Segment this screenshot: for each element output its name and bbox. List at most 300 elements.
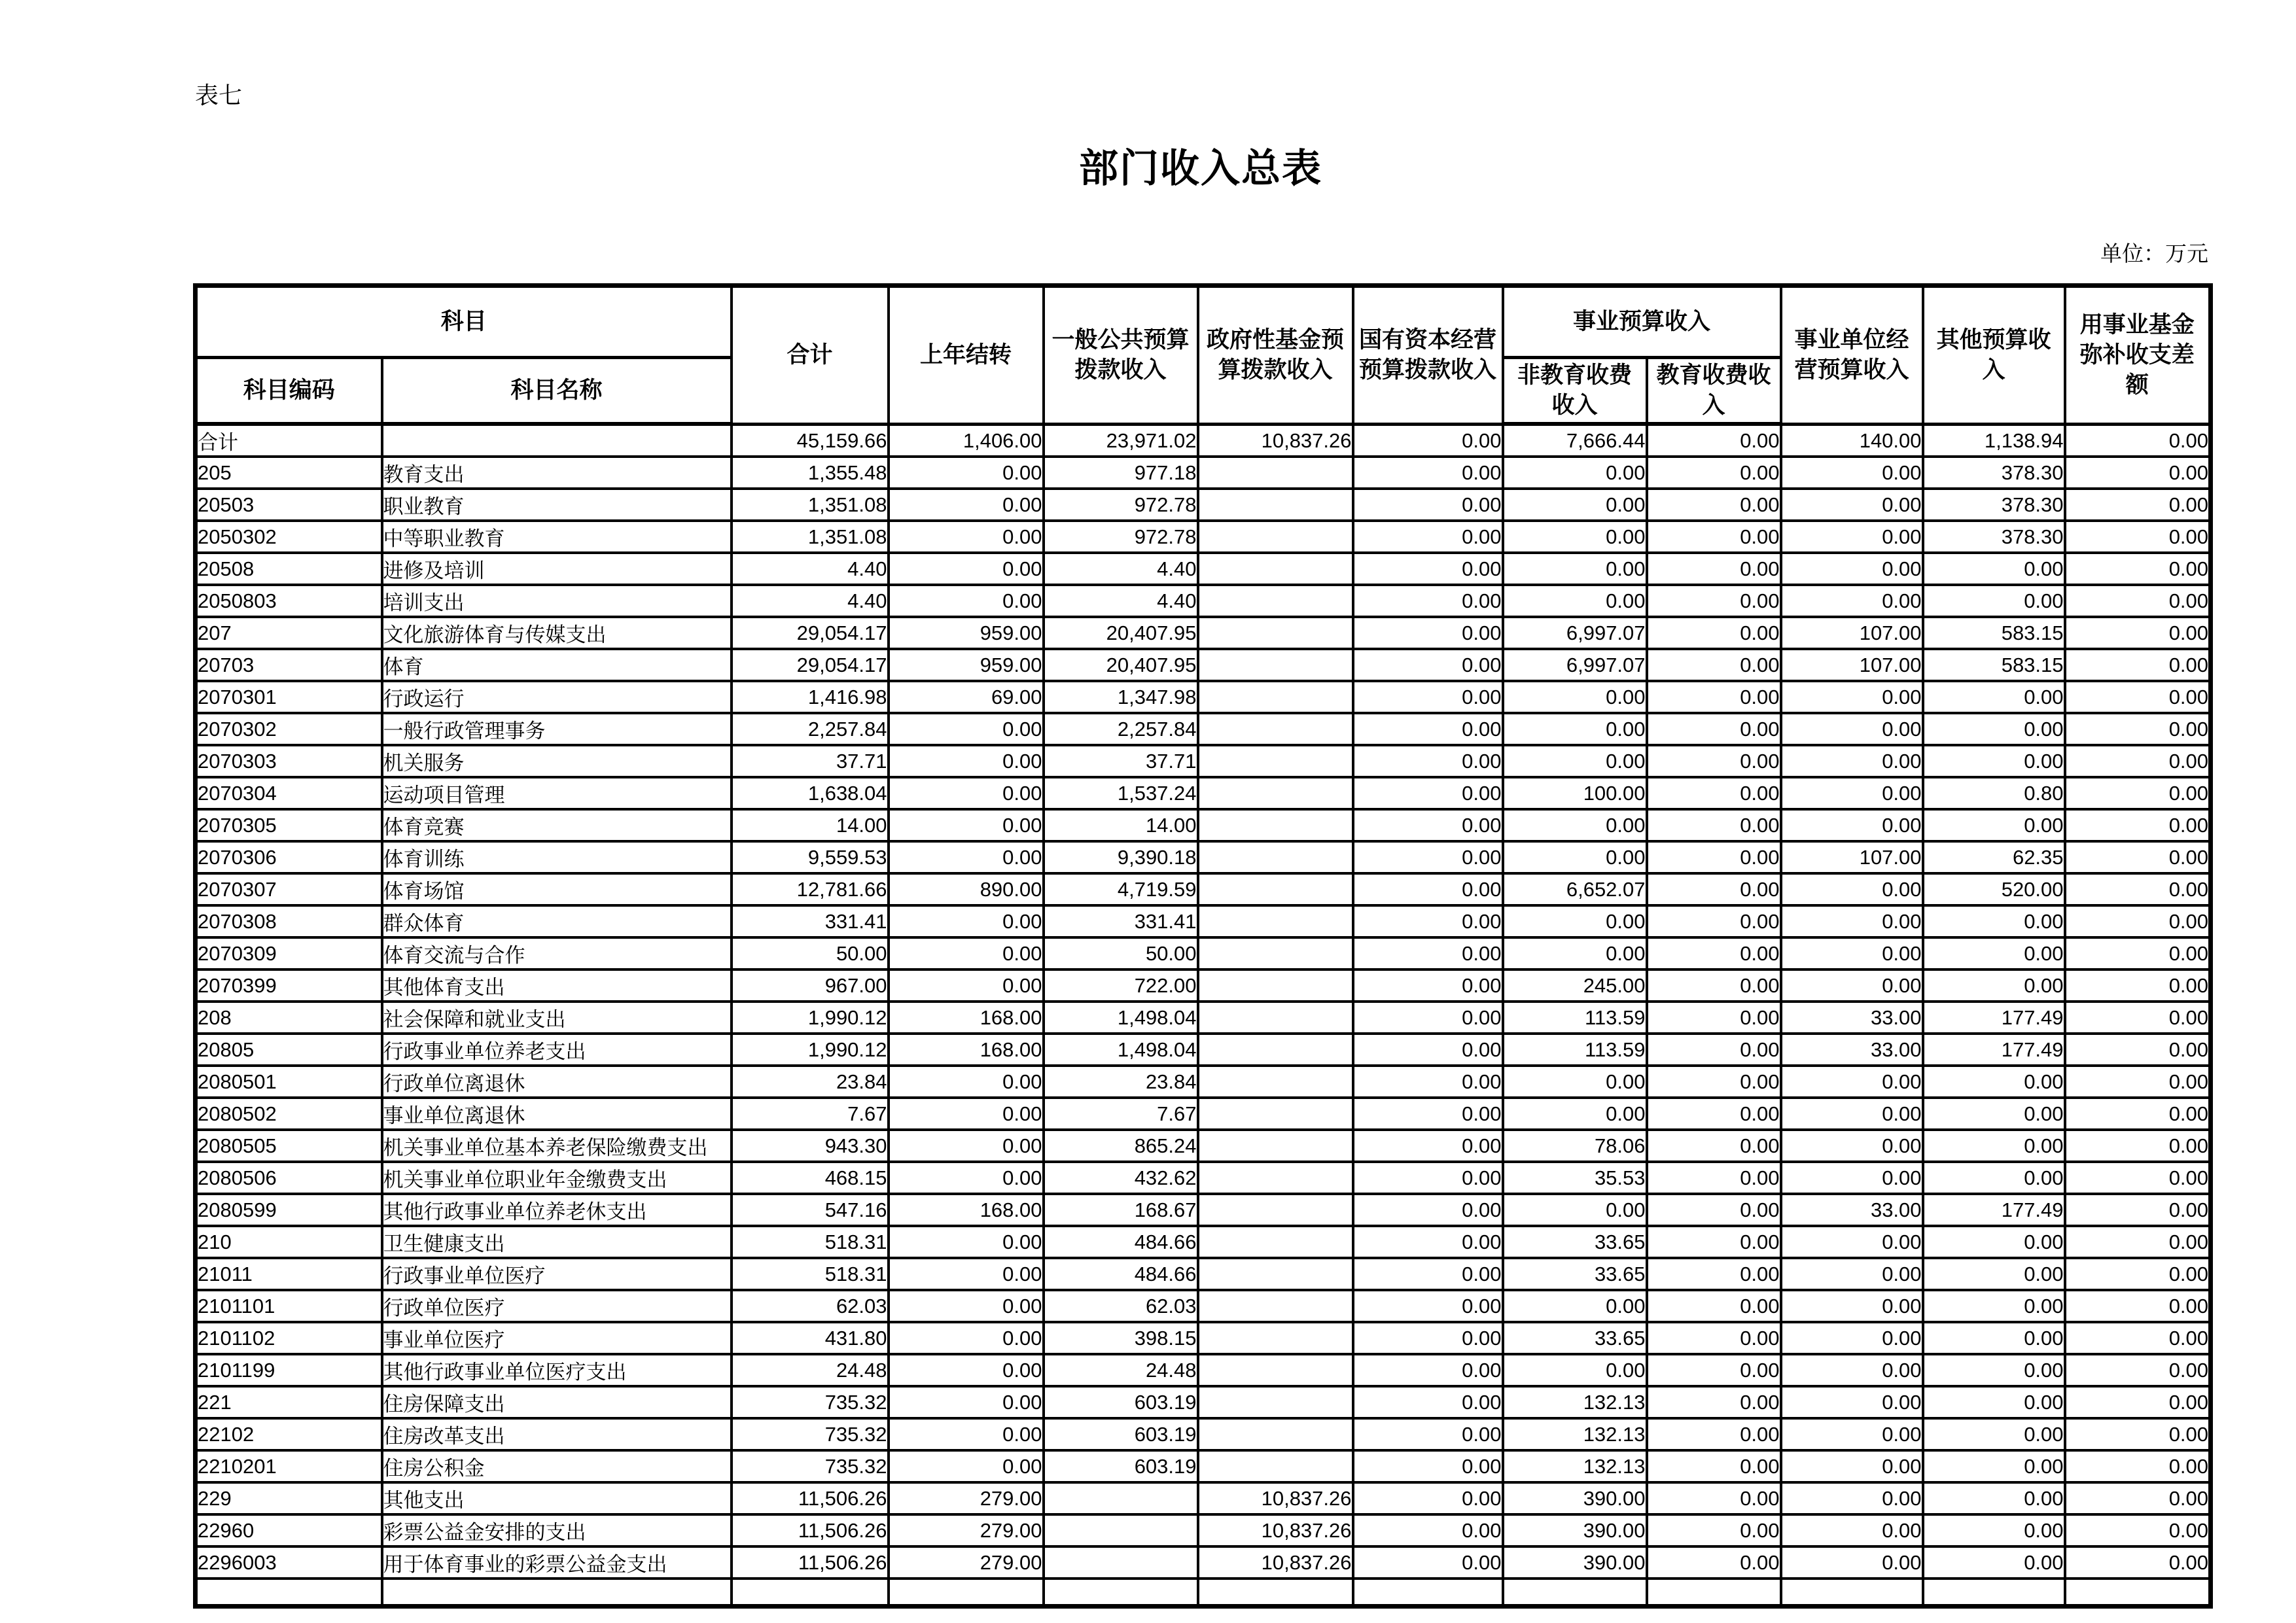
cell-value: 37.71 xyxy=(1044,745,1198,777)
cell-subject-name: 体育竞赛 xyxy=(382,809,732,841)
cell-value: 0.00 xyxy=(1647,937,1781,969)
cell-value: 7,666.44 xyxy=(1503,424,1647,457)
cell-value: 11,506.26 xyxy=(732,1514,889,1546)
table-row xyxy=(196,1514,2211,1546)
cell-value: 177.49 xyxy=(1923,1034,2065,1066)
cell-value: 33.00 xyxy=(1781,1002,1923,1034)
cell-subject-name: 其他行政事业单位养老休支出 xyxy=(382,1194,732,1226)
cell-value xyxy=(1198,1034,1353,1066)
cell-value: 0.00 xyxy=(1353,937,1503,969)
cell-value: 0.00 xyxy=(1647,1130,1781,1162)
cell-value: 0.00 xyxy=(1647,1386,1781,1418)
cell-value: 0.00 xyxy=(2065,809,2211,841)
cell-value: 62.35 xyxy=(1923,841,2065,873)
cell-value: 0.00 xyxy=(1353,1162,1503,1194)
cell-value: 62.03 xyxy=(732,1290,889,1322)
cell-value: 0.00 xyxy=(1923,713,2065,745)
cell-value: 0.00 xyxy=(1923,809,2065,841)
header-subject: 科目 xyxy=(196,286,732,358)
cell-value: 0.00 xyxy=(1353,1258,1503,1290)
cell-value: 0.00 xyxy=(1353,969,1503,1002)
cell-subject-code: 20703 xyxy=(196,649,382,681)
cell-value: 33.65 xyxy=(1503,1226,1647,1258)
cell-value: 0.00 xyxy=(1353,873,1503,905)
table-row xyxy=(196,873,2211,905)
cell-value: 0.00 xyxy=(2065,1354,2211,1386)
cell-subject-code: 210 xyxy=(196,1226,382,1258)
cell-subject-code: 2101102 xyxy=(196,1322,382,1354)
cell-value: 735.32 xyxy=(732,1386,889,1418)
cell-subject-name: 一般行政管理事务 xyxy=(382,713,732,745)
cell-value: 0.00 xyxy=(2065,841,2211,873)
cell-value xyxy=(1198,681,1353,713)
cell-value xyxy=(1198,521,1353,553)
cell-value: 0.00 xyxy=(1353,1386,1503,1418)
cell-value: 378.30 xyxy=(1923,521,2065,553)
cell-value xyxy=(1198,649,1353,681)
cell-value: 1,416.98 xyxy=(732,681,889,713)
table-row xyxy=(196,617,2211,649)
cell-value: 0.00 xyxy=(1923,1226,2065,1258)
table-row xyxy=(196,1450,2211,1482)
cell-value: 0.00 xyxy=(1353,489,1503,521)
cell-value: 33.65 xyxy=(1503,1322,1647,1354)
cell-value: 0.00 xyxy=(1923,585,2065,617)
cell-value: 132.13 xyxy=(1503,1450,1647,1482)
cell-value xyxy=(1198,1386,1353,1418)
cell-subject-code: 2070306 xyxy=(196,841,382,873)
cell-value: 0.00 xyxy=(1781,553,1923,585)
header-edu-fee: 教育收费收入 xyxy=(1647,358,1781,425)
cell-value: 0.00 xyxy=(1923,553,2065,585)
cell-subject-code: 2080599 xyxy=(196,1194,382,1226)
cell-value: 0.00 xyxy=(1647,809,1781,841)
cell-value: 603.19 xyxy=(1044,1450,1198,1482)
cell-value: 10,837.26 xyxy=(1198,424,1353,457)
cell-value: 0.00 xyxy=(2065,1066,2211,1098)
cell-subject-code: 2101101 xyxy=(196,1290,382,1322)
cell-value: 468.15 xyxy=(732,1162,889,1194)
cell-subject-code: 2070302 xyxy=(196,713,382,745)
cell-value: 518.31 xyxy=(732,1258,889,1290)
cell-value: 35.53 xyxy=(1503,1162,1647,1194)
table-row xyxy=(196,969,2211,1002)
cell-value xyxy=(1198,713,1353,745)
cell-value xyxy=(1198,1322,1353,1354)
cell-value: 0.00 xyxy=(1781,1066,1923,1098)
cell-value xyxy=(1353,1579,1503,1606)
table-row xyxy=(196,1226,2211,1258)
table-row xyxy=(196,1034,2211,1066)
cell-value: 140.00 xyxy=(1781,424,1923,457)
cell-value: 23.84 xyxy=(1044,1066,1198,1098)
cell-value: 603.19 xyxy=(1044,1386,1198,1418)
cell-value: 1,990.12 xyxy=(732,1002,889,1034)
cell-subject-name: 事业单位离退休 xyxy=(382,1098,732,1130)
cell-value: 0.00 xyxy=(1647,873,1781,905)
cell-value: 37.71 xyxy=(732,745,889,777)
cell-value: 0.00 xyxy=(1503,489,1647,521)
cell-value: 0.00 xyxy=(1353,1322,1503,1354)
cell-value: 0.00 xyxy=(889,1418,1044,1450)
cell-value: 1,406.00 xyxy=(889,424,1044,457)
cell-subject-name: 体育场馆 xyxy=(382,873,732,905)
cell-value: 0.00 xyxy=(2065,1098,2211,1130)
cell-value: 0.00 xyxy=(889,841,1044,873)
cell-value: 0.00 xyxy=(1647,553,1781,585)
table-number-tag: 表七 xyxy=(195,82,243,109)
cell-value: 0.00 xyxy=(889,1290,1044,1322)
cell-value: 484.66 xyxy=(1044,1258,1198,1290)
cell-value xyxy=(2065,1579,2211,1606)
cell-value: 23.84 xyxy=(732,1066,889,1098)
cell-subject-code: 2070399 xyxy=(196,969,382,1002)
cell-value xyxy=(1198,937,1353,969)
cell-value: 0.00 xyxy=(2065,1226,2211,1258)
cell-subject-code: 2050803 xyxy=(196,585,382,617)
cell-subject-code: 205 xyxy=(196,457,382,489)
table-row xyxy=(196,905,2211,937)
cell-subject-code: 2070307 xyxy=(196,873,382,905)
cell-value: 0.00 xyxy=(1781,521,1923,553)
cell-value: 0.00 xyxy=(1647,1066,1781,1098)
cell-subject-name: 住房公积金 xyxy=(382,1450,732,1482)
cell-value: 0.00 xyxy=(1781,489,1923,521)
cell-value: 0.00 xyxy=(1781,809,1923,841)
table-row xyxy=(196,1194,2211,1226)
cell-value: 0.00 xyxy=(889,745,1044,777)
cell-subject-name: 社会保障和就业支出 xyxy=(382,1002,732,1034)
cell-value: 4.40 xyxy=(732,585,889,617)
cell-value: 0.00 xyxy=(889,1450,1044,1482)
cell-value: 0.00 xyxy=(1503,553,1647,585)
cell-value: 967.00 xyxy=(732,969,889,1002)
cell-value: 0.00 xyxy=(2065,969,2211,1002)
cell-value: 0.00 xyxy=(1923,1258,2065,1290)
cell-value: 177.49 xyxy=(1923,1002,2065,1034)
cell-subject-code: 2070308 xyxy=(196,905,382,937)
cell-value: 6,997.07 xyxy=(1503,649,1647,681)
cell-value: 0.00 xyxy=(2065,424,2211,457)
cell-subject-name: 体育训练 xyxy=(382,841,732,873)
cell-value xyxy=(1198,1579,1353,1606)
cell-value: 959.00 xyxy=(889,617,1044,649)
cell-value: 0.00 xyxy=(1503,457,1647,489)
cell-value: 0.00 xyxy=(1503,681,1647,713)
cell-value: 0.00 xyxy=(889,1322,1044,1354)
cell-value: 0.00 xyxy=(1781,745,1923,777)
cell-value: 11,506.26 xyxy=(732,1482,889,1514)
cell-value: 0.00 xyxy=(1781,873,1923,905)
cell-value: 33.00 xyxy=(1781,1034,1923,1066)
cell-value: 0.00 xyxy=(2065,1514,2211,1546)
cell-value: 45,159.66 xyxy=(732,424,889,457)
cell-value: 0.00 xyxy=(1781,585,1923,617)
cell-value: 0.00 xyxy=(2065,1034,2211,1066)
cell-value: 0.00 xyxy=(1923,1418,2065,1450)
cell-value: 1,355.48 xyxy=(732,457,889,489)
cell-value: 100.00 xyxy=(1503,777,1647,809)
cell-value xyxy=(889,1579,1044,1606)
cell-value: 0.00 xyxy=(2065,1450,2211,1482)
cell-value: 132.13 xyxy=(1503,1418,1647,1450)
cell-value: 0.00 xyxy=(2065,1386,2211,1418)
cell-subject-name: 住房改革支出 xyxy=(382,1418,732,1450)
cell-subject-name: 中等职业教育 xyxy=(382,521,732,553)
cell-value: 0.00 xyxy=(2065,681,2211,713)
cell-value: 0.00 xyxy=(1353,1450,1503,1482)
table-row xyxy=(196,1322,2211,1354)
cell-value: 0.00 xyxy=(889,905,1044,937)
cell-value xyxy=(1198,1194,1353,1226)
cell-value: 4,719.59 xyxy=(1044,873,1198,905)
table-row xyxy=(196,1354,2211,1386)
cell-value: 0.00 xyxy=(1353,1034,1503,1066)
cell-value xyxy=(1198,489,1353,521)
header-subject-name: 科目名称 xyxy=(382,358,732,425)
cell-value: 0.00 xyxy=(1353,1226,1503,1258)
cell-subject-code: 208 xyxy=(196,1002,382,1034)
cell-value: 0.00 xyxy=(1353,1130,1503,1162)
cell-value: 7.67 xyxy=(732,1098,889,1130)
cell-value: 0.00 xyxy=(1781,1098,1923,1130)
table-row xyxy=(196,713,2211,745)
cell-value: 0.00 xyxy=(1647,1322,1781,1354)
cell-subject-code xyxy=(196,1579,382,1606)
table-row xyxy=(196,1098,2211,1130)
cell-value: 0.00 xyxy=(2065,777,2211,809)
cell-value: 10,837.26 xyxy=(1198,1514,1353,1546)
cell-value: 0.00 xyxy=(1647,905,1781,937)
table-row xyxy=(196,841,2211,873)
cell-value: 0.00 xyxy=(1503,1194,1647,1226)
cell-value xyxy=(732,1579,889,1606)
cell-value: 78.06 xyxy=(1503,1130,1647,1162)
cell-subject-code: 20503 xyxy=(196,489,382,521)
cell-value: 0.00 xyxy=(889,1130,1044,1162)
cell-value: 0.00 xyxy=(2065,1546,2211,1579)
cell-value: 0.00 xyxy=(889,521,1044,553)
cell-value: 0.00 xyxy=(1353,713,1503,745)
cell-value: 14.00 xyxy=(1044,809,1198,841)
header-business-budget-income: 事业预算收入 xyxy=(1503,286,1781,358)
cell-subject-code: 2050302 xyxy=(196,521,382,553)
cell-subject-code: 2070304 xyxy=(196,777,382,809)
cell-value: 0.00 xyxy=(1647,745,1781,777)
cell-value: 0.00 xyxy=(1353,777,1503,809)
cell-value xyxy=(1647,1579,1781,1606)
cell-value: 0.00 xyxy=(1353,1002,1503,1034)
cell-value: 6,652.07 xyxy=(1503,873,1647,905)
cell-value: 279.00 xyxy=(889,1546,1044,1579)
cell-value: 0.00 xyxy=(889,969,1044,1002)
cell-value: 0.00 xyxy=(1647,1194,1781,1226)
table-row xyxy=(196,777,2211,809)
cell-value xyxy=(1503,1579,1647,1606)
cell-value: 0.00 xyxy=(1647,489,1781,521)
cell-value: 0.00 xyxy=(1353,617,1503,649)
cell-value: 50.00 xyxy=(1044,937,1198,969)
cell-value: 0.00 xyxy=(1353,1290,1503,1322)
cell-value: 0.00 xyxy=(1647,1002,1781,1034)
cell-value xyxy=(1198,1290,1353,1322)
cell-value xyxy=(1198,617,1353,649)
cell-value: 0.00 xyxy=(1647,713,1781,745)
cell-value: 24.48 xyxy=(732,1354,889,1386)
cell-value: 0.00 xyxy=(1647,1418,1781,1450)
cell-value: 1,498.04 xyxy=(1044,1034,1198,1066)
cell-value: 0.00 xyxy=(2065,1322,2211,1354)
cell-subject-code: 2210201 xyxy=(196,1450,382,1482)
cell-value: 890.00 xyxy=(889,873,1044,905)
cell-value: 0.00 xyxy=(2065,905,2211,937)
cell-value: 0.00 xyxy=(2065,1002,2211,1034)
cell-subject-code: 合计 xyxy=(196,424,382,457)
table-row xyxy=(196,1130,2211,1162)
cell-value: 0.00 xyxy=(889,777,1044,809)
cell-value xyxy=(1198,457,1353,489)
cell-value: 484.66 xyxy=(1044,1226,1198,1258)
cell-value: 33.65 xyxy=(1503,1258,1647,1290)
table-row xyxy=(196,521,2211,553)
cell-subject-name: 用于体育事业的彩票公益金支出 xyxy=(382,1546,732,1579)
cell-value: 0.00 xyxy=(1923,745,2065,777)
cell-value: 33.00 xyxy=(1781,1194,1923,1226)
cell-value: 168.00 xyxy=(889,1194,1044,1226)
cell-subject-code: 2101199 xyxy=(196,1354,382,1386)
cell-value: 0.00 xyxy=(889,457,1044,489)
cell-value xyxy=(1044,1579,1198,1606)
cell-subject-name: 进修及培训 xyxy=(382,553,732,585)
cell-value: 583.15 xyxy=(1923,649,2065,681)
cell-value: 378.30 xyxy=(1923,489,2065,521)
cell-value xyxy=(1198,1130,1353,1162)
cell-subject-name: 其他支出 xyxy=(382,1482,732,1514)
cell-value: 0.00 xyxy=(2065,1290,2211,1322)
cell-subject-name: 其他体育支出 xyxy=(382,969,732,1002)
cell-value: 2,257.84 xyxy=(732,713,889,745)
cell-value: 0.00 xyxy=(1923,1130,2065,1162)
cell-value: 0.00 xyxy=(1353,1482,1503,1514)
cell-subject-code: 2080505 xyxy=(196,1130,382,1162)
cell-value: 0.00 xyxy=(2065,585,2211,617)
cell-value: 24.48 xyxy=(1044,1354,1198,1386)
cell-value: 0.00 xyxy=(889,809,1044,841)
header-gov-fund-budget: 政府性基金预算拨款收入 xyxy=(1198,286,1353,425)
cell-value: 0.00 xyxy=(1923,681,2065,713)
cell-value: 0.00 xyxy=(1923,1386,2065,1418)
cell-value: 0.00 xyxy=(1503,1290,1647,1322)
cell-value: 107.00 xyxy=(1781,649,1923,681)
unit-note: 单位：万元 xyxy=(2100,243,2208,266)
cell-value: 977.18 xyxy=(1044,457,1198,489)
cell-value xyxy=(1198,905,1353,937)
cell-value: 0.00 xyxy=(2065,745,2211,777)
cell-value: 0.00 xyxy=(1647,1162,1781,1194)
cell-value: 10,837.26 xyxy=(1198,1546,1353,1579)
cell-value xyxy=(1044,1514,1198,1546)
cell-value xyxy=(1198,553,1353,585)
income-table-body xyxy=(196,424,2211,1606)
cell-subject-name: 事业单位医疗 xyxy=(382,1322,732,1354)
cell-value: 0.00 xyxy=(1781,777,1923,809)
cell-subject-code: 20508 xyxy=(196,553,382,585)
cell-value: 0.00 xyxy=(1781,1418,1923,1450)
cell-value xyxy=(1198,841,1353,873)
cell-value: 0.00 xyxy=(1647,585,1781,617)
cell-value: 0.00 xyxy=(1781,1354,1923,1386)
cell-subject-name: 机关服务 xyxy=(382,745,732,777)
cell-value: 1,347.98 xyxy=(1044,681,1198,713)
cell-value: 0.00 xyxy=(889,1226,1044,1258)
cell-value: 0.00 xyxy=(1781,905,1923,937)
cell-value: 0.00 xyxy=(889,553,1044,585)
cell-subject-code: 21011 xyxy=(196,1258,382,1290)
cell-value: 12,781.66 xyxy=(732,873,889,905)
cell-value: 0.00 xyxy=(2065,649,2211,681)
cell-value: 0.00 xyxy=(1647,1258,1781,1290)
cell-value: 9,390.18 xyxy=(1044,841,1198,873)
cell-value: 0.00 xyxy=(1923,1162,2065,1194)
cell-value: 0.00 xyxy=(1353,585,1503,617)
cell-value: 1,990.12 xyxy=(732,1034,889,1066)
cell-value: 0.00 xyxy=(2065,489,2211,521)
cell-value: 9,559.53 xyxy=(732,841,889,873)
table-row xyxy=(196,489,2211,521)
cell-value: 0.00 xyxy=(1647,681,1781,713)
cell-subject-name: 教育支出 xyxy=(382,457,732,489)
cell-value: 0.00 xyxy=(2065,1194,2211,1226)
cell-value xyxy=(1044,1546,1198,1579)
cell-value: 0.00 xyxy=(1353,681,1503,713)
cell-subject-code: 2080501 xyxy=(196,1066,382,1098)
cell-value: 1,638.04 xyxy=(732,777,889,809)
cell-value: 168.00 xyxy=(889,1002,1044,1034)
cell-value: 0.00 xyxy=(1923,1098,2065,1130)
cell-value: 378.30 xyxy=(1923,457,2065,489)
cell-value: 0.00 xyxy=(1781,1386,1923,1418)
cell-value: 1,351.08 xyxy=(732,489,889,521)
cell-value: 390.00 xyxy=(1503,1514,1647,1546)
cell-value: 0.00 xyxy=(1647,1098,1781,1130)
cell-value: 0.00 xyxy=(1353,553,1503,585)
cell-value: 20,407.95 xyxy=(1044,649,1198,681)
cell-value: 0.00 xyxy=(1503,937,1647,969)
cell-value xyxy=(1198,1226,1353,1258)
cell-subject-name xyxy=(382,424,732,457)
cell-subject-code: 2070301 xyxy=(196,681,382,713)
cell-value: 0.00 xyxy=(1503,1066,1647,1098)
cell-value: 0.00 xyxy=(2065,457,2211,489)
cell-value: 865.24 xyxy=(1044,1130,1198,1162)
header-non-edu-fee: 非教育收费收入 xyxy=(1503,358,1647,425)
table-row xyxy=(196,585,2211,617)
cell-value: 0.00 xyxy=(1353,1194,1503,1226)
cell-value: 0.80 xyxy=(1923,777,2065,809)
cell-subject-name: 行政运行 xyxy=(382,681,732,713)
cell-subject-code: 207 xyxy=(196,617,382,649)
cell-value: 0.00 xyxy=(1503,1354,1647,1386)
cell-value: 0.00 xyxy=(889,489,1044,521)
cell-value: 943.30 xyxy=(732,1130,889,1162)
table-row xyxy=(196,681,2211,713)
cell-value: 0.00 xyxy=(1503,1098,1647,1130)
header-row-1 xyxy=(196,286,2211,358)
cell-value: 0.00 xyxy=(1647,777,1781,809)
cell-value: 0.00 xyxy=(1353,521,1503,553)
cell-value: 69.00 xyxy=(889,681,1044,713)
cell-value: 1,138.94 xyxy=(1923,424,2065,457)
